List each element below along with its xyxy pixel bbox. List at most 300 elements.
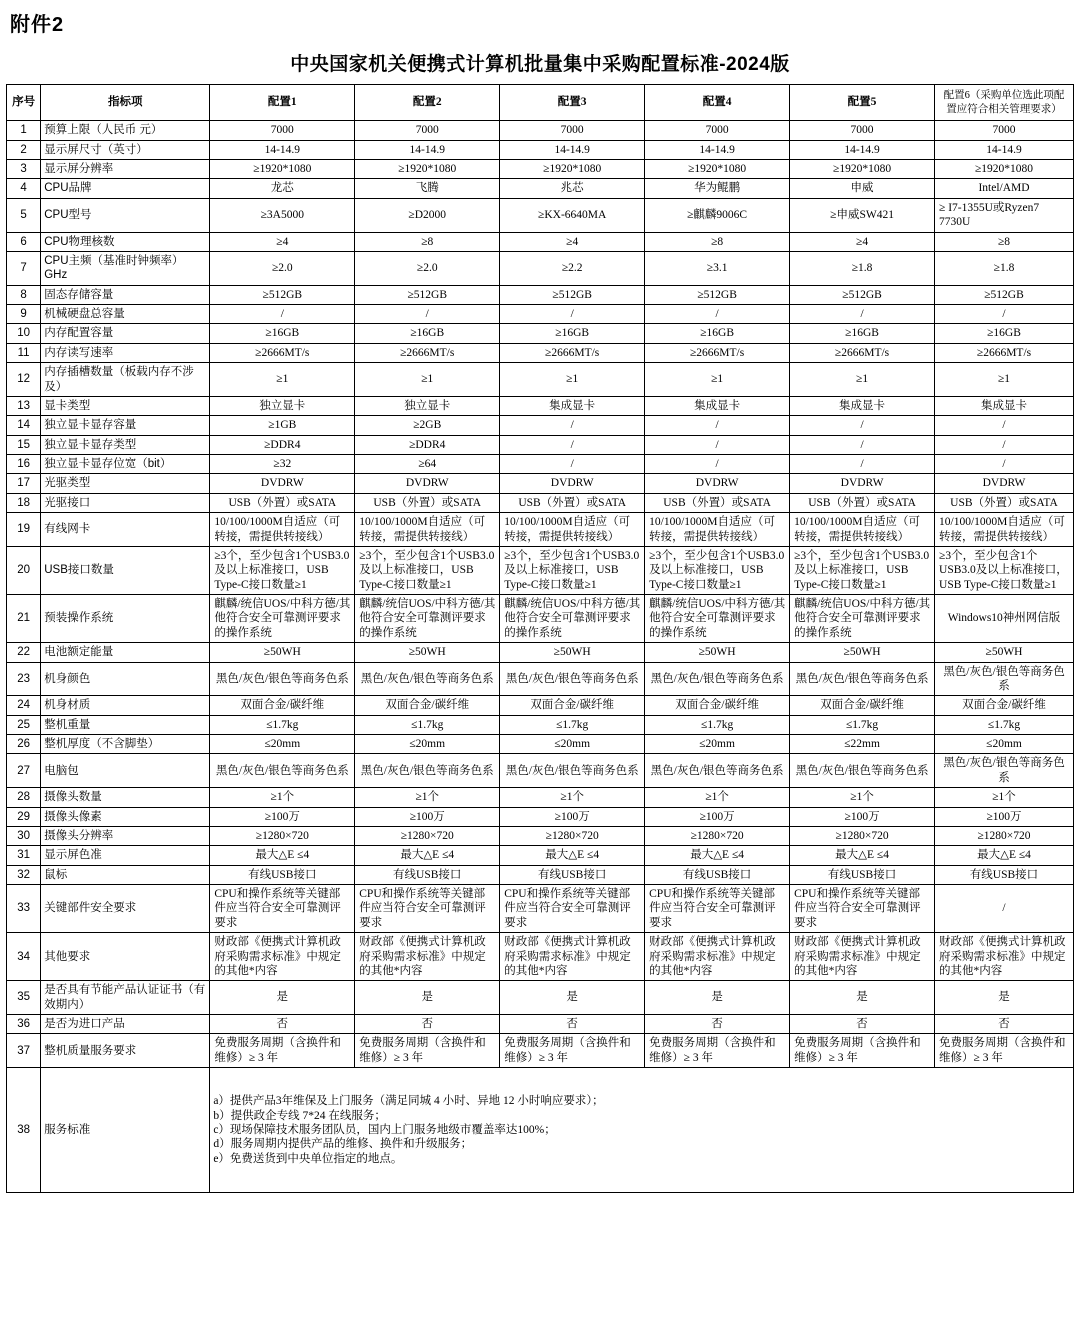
cell-config6: 7000 bbox=[935, 121, 1074, 140]
column-header-config3: 配置3 bbox=[500, 85, 645, 121]
cell-config4: ≥100万 bbox=[645, 807, 790, 826]
service-standard-line: d）服务周期内提供产品的维修、换件和升级服务； bbox=[213, 1138, 473, 1151]
cell-config3: ≥100万 bbox=[500, 807, 645, 826]
cell-config2: 有线USB接口 bbox=[355, 865, 500, 884]
cell-config4: ≥1 bbox=[645, 363, 790, 397]
row-index: 30 bbox=[7, 826, 41, 845]
cell-config5: 黑色/灰色/银色等商务色系 bbox=[790, 662, 935, 696]
row-item-label: 鼠标 bbox=[41, 865, 210, 884]
cell-config2: ≥2666MT/s bbox=[355, 343, 500, 362]
cell-config3: ≥3个，至少包含1个USB3.0及以上标准接口，USB Type-C接口数量≥1 bbox=[500, 546, 645, 594]
cell-config5: 双面合金/碳纤维 bbox=[790, 696, 935, 715]
cell-config3: ≥4 bbox=[500, 232, 645, 251]
row-item-label: 整机厚度（不含脚垫） bbox=[41, 735, 210, 754]
cell-config3: ≤20mm bbox=[500, 735, 645, 754]
cell-config6: ≥8 bbox=[935, 232, 1074, 251]
cell-config6: 有线USB接口 bbox=[935, 865, 1074, 884]
row-index: 33 bbox=[7, 885, 41, 933]
row-item-label: 独立显卡显存类型 bbox=[41, 435, 210, 454]
row-index: 38 bbox=[7, 1068, 41, 1193]
cell-config4: ≥512GB bbox=[645, 285, 790, 304]
cell-config1: 否 bbox=[210, 1015, 355, 1034]
table-row bbox=[7, 416, 1074, 435]
cell-config6: ≥3个，至少包含1个USB3.0及以上标准接口，USB Type-C接口数量≥1 bbox=[935, 546, 1074, 594]
table-row bbox=[7, 121, 1074, 140]
cell-config6: ≥16GB bbox=[935, 324, 1074, 343]
cell-config3: ≥1920*1080 bbox=[500, 160, 645, 179]
cell-config4: ≥1个 bbox=[645, 788, 790, 807]
row-item-label: 整机重量 bbox=[41, 715, 210, 734]
table-row bbox=[7, 595, 1074, 643]
table-row bbox=[7, 662, 1074, 696]
cell-config1: 7000 bbox=[210, 121, 355, 140]
cell-config1: ≥1 bbox=[210, 363, 355, 397]
cell-config6: ≥1920*1080 bbox=[935, 160, 1074, 179]
row-item-label: 摄像头分辨率 bbox=[41, 826, 210, 845]
table-row bbox=[7, 1034, 1074, 1068]
row-index: 6 bbox=[7, 232, 41, 251]
row-item-label: 显示屏分辨率 bbox=[41, 160, 210, 179]
row-index: 4 bbox=[7, 179, 41, 198]
table-row bbox=[7, 788, 1074, 807]
cell-config4: USB（外置）或SATA bbox=[645, 493, 790, 512]
cell-config5: / bbox=[790, 305, 935, 324]
column-header-item: 指标项 bbox=[41, 85, 210, 121]
table-row bbox=[7, 846, 1074, 865]
row-index: 12 bbox=[7, 363, 41, 397]
cell-config2: ≥D2000 bbox=[355, 198, 500, 232]
cell-config2: ≥50WH bbox=[355, 643, 500, 662]
row-index: 9 bbox=[7, 305, 41, 324]
table-row bbox=[7, 232, 1074, 251]
table-body bbox=[7, 121, 1074, 1193]
cell-config1: 龙芯 bbox=[210, 179, 355, 198]
cell-config1: 有线USB接口 bbox=[210, 865, 355, 884]
row-item-label: 预算上限（人民币 元） bbox=[41, 121, 210, 140]
row-index: 28 bbox=[7, 788, 41, 807]
cell-config4: 14-14.9 bbox=[645, 140, 790, 159]
cell-config5: ≤22mm bbox=[790, 735, 935, 754]
cell-config2: ≥1920*1080 bbox=[355, 160, 500, 179]
row-item-label: 机械硬盘总容量 bbox=[41, 305, 210, 324]
cell-config1: 14-14.9 bbox=[210, 140, 355, 159]
cell-config5: ≥3个，至少包含1个USB3.0及以上标准接口，USB Type-C接口数量≥1 bbox=[790, 546, 935, 594]
cell-config1: ≥50WH bbox=[210, 643, 355, 662]
cell-config3: 黑色/灰色/银色等商务色系 bbox=[500, 662, 645, 696]
row-item-label: 内存配置容量 bbox=[41, 324, 210, 343]
cell-config2: ≤1.7kg bbox=[355, 715, 500, 734]
row-index: 3 bbox=[7, 160, 41, 179]
row-item-label: 是否具有节能产品认证证书（有效期内） bbox=[41, 981, 210, 1015]
cell-config2: ≥2GB bbox=[355, 416, 500, 435]
table-row-service-standard bbox=[7, 1068, 1074, 1193]
cell-config5: DVDRW bbox=[790, 474, 935, 493]
row-item-label: 电脑包 bbox=[41, 754, 210, 788]
cell-config6: 10/100/1000M自适应（可转接，需提供转接线） bbox=[935, 513, 1074, 547]
cell-config2: ≥2.0 bbox=[355, 251, 500, 285]
row-index: 18 bbox=[7, 493, 41, 512]
cell-config5: 10/100/1000M自适应（可转接，需提供转接线） bbox=[790, 513, 935, 547]
cell-config1: ≥1280×720 bbox=[210, 826, 355, 845]
cell-config2: ≥DDR4 bbox=[355, 435, 500, 454]
cell-config6: 双面合金/碳纤维 bbox=[935, 696, 1074, 715]
cell-config6: ≤1.7kg bbox=[935, 715, 1074, 734]
row-index: 1 bbox=[7, 121, 41, 140]
cell-config3: ≤1.7kg bbox=[500, 715, 645, 734]
cell-config3: / bbox=[500, 305, 645, 324]
row-index: 29 bbox=[7, 807, 41, 826]
cell-config6: 财政部《便携式计算机政府采购需求标准》中规定的其他*内容 bbox=[935, 933, 1074, 981]
cell-config3: ≥2.2 bbox=[500, 251, 645, 285]
cell-config6: / bbox=[935, 435, 1074, 454]
service-standard-line: a）提供产品3年维保及上门服务（满足同城 4 小时、异地 12 小时响应要求）； bbox=[213, 1095, 604, 1108]
cell-config5: ≥1920*1080 bbox=[790, 160, 935, 179]
cell-config1: / bbox=[210, 305, 355, 324]
cell-config5: 黑色/灰色/银色等商务色系 bbox=[790, 754, 935, 788]
service-standard-line: e）免费送货到中央单位指定的地点。 bbox=[213, 1152, 403, 1165]
cell-config4: 双面合金/碳纤维 bbox=[645, 696, 790, 715]
row-index: 32 bbox=[7, 865, 41, 884]
table-row bbox=[7, 363, 1074, 397]
table-row bbox=[7, 885, 1074, 933]
cell-config1: 黑色/灰色/银色等商务色系 bbox=[210, 754, 355, 788]
cell-config4: ≥1920*1080 bbox=[645, 160, 790, 179]
cell-config1: ≥100万 bbox=[210, 807, 355, 826]
cell-config4: 财政部《便携式计算机政府采购需求标准》中规定的其他*内容 bbox=[645, 933, 790, 981]
cell-config6: 否 bbox=[935, 1015, 1074, 1034]
cell-config4: ≤20mm bbox=[645, 735, 790, 754]
cell-config5: CPU和操作系统等关键部件应当符合安全可靠测评要求 bbox=[790, 885, 935, 933]
cell-config1: ≥4 bbox=[210, 232, 355, 251]
cell-config3: / bbox=[500, 416, 645, 435]
table-row bbox=[7, 1015, 1074, 1034]
cell-config6: ≥ I7-1355U或Ryzen7 7730U bbox=[935, 198, 1074, 232]
table-row bbox=[7, 198, 1074, 232]
cell-config5: 否 bbox=[790, 1015, 935, 1034]
row-index: 7 bbox=[7, 251, 41, 285]
cell-config5: / bbox=[790, 416, 935, 435]
row-item-label: 是否为进口产品 bbox=[41, 1015, 210, 1034]
cell-config1: 10/100/1000M自适应（可转接，需提供转接线） bbox=[210, 513, 355, 547]
cell-config1: ≥3个，至少包含1个USB3.0及以上标准接口，USB Type-C接口数量≥1 bbox=[210, 546, 355, 594]
cell-config6: ≥1个 bbox=[935, 788, 1074, 807]
cell-config5: / bbox=[790, 455, 935, 474]
cell-config4: / bbox=[645, 305, 790, 324]
cell-config2: ≥512GB bbox=[355, 285, 500, 304]
cell-config1: ≥512GB bbox=[210, 285, 355, 304]
row-index: 34 bbox=[7, 933, 41, 981]
cell-config3: 免费服务周期（含换件和维修）≥ 3 年 bbox=[500, 1034, 645, 1068]
cell-config4: 有线USB接口 bbox=[645, 865, 790, 884]
cell-config1: ≥1GB bbox=[210, 416, 355, 435]
row-item-label: 关键部件安全要求 bbox=[41, 885, 210, 933]
row-index: 20 bbox=[7, 546, 41, 594]
cell-config6: / bbox=[935, 416, 1074, 435]
row-item-label: CPU主频（基准时钟频率）GHz bbox=[41, 251, 210, 285]
table-row bbox=[7, 474, 1074, 493]
cell-config6: 是 bbox=[935, 981, 1074, 1015]
cell-config1: 免费服务周期（含换件和维修）≥ 3 年 bbox=[210, 1034, 355, 1068]
cell-config3: ≥16GB bbox=[500, 324, 645, 343]
cell-config1: 是 bbox=[210, 981, 355, 1015]
column-header-config2: 配置2 bbox=[355, 85, 500, 121]
cell-config6: 黑色/灰色/银色等商务色系 bbox=[935, 662, 1074, 696]
row-index: 24 bbox=[7, 696, 41, 715]
cell-config1: USB（外置）或SATA bbox=[210, 493, 355, 512]
cell-config6: / bbox=[935, 455, 1074, 474]
row-item-label: 光驱类型 bbox=[41, 474, 210, 493]
service-standard-line: c）现场保障技术服务团队员，国内上门服务地级市覆盖率达100%； bbox=[213, 1123, 556, 1136]
cell-config5: / bbox=[790, 435, 935, 454]
cell-config1: ≥1个 bbox=[210, 788, 355, 807]
column-header-config1: 配置1 bbox=[210, 85, 355, 121]
cell-config6: 黑色/灰色/银色等商务色系 bbox=[935, 754, 1074, 788]
cell-config4: ≥16GB bbox=[645, 324, 790, 343]
row-item-label: 摄像头数量 bbox=[41, 788, 210, 807]
cell-config1: DVDRW bbox=[210, 474, 355, 493]
cell-config5: ≥4 bbox=[790, 232, 935, 251]
cell-config5: ≥100万 bbox=[790, 807, 935, 826]
cell-config6: / bbox=[935, 885, 1074, 933]
cell-config6: Intel/AMD bbox=[935, 179, 1074, 198]
cell-config3: 双面合金/碳纤维 bbox=[500, 696, 645, 715]
cell-config1: 黑色/灰色/银色等商务色系 bbox=[210, 662, 355, 696]
cell-config2: CPU和操作系统等关键部件应当符合安全可靠测评要求 bbox=[355, 885, 500, 933]
cell-config5: 免费服务周期（含换件和维修）≥ 3 年 bbox=[790, 1034, 935, 1068]
table-row bbox=[7, 513, 1074, 547]
cell-config6: USB（外置）或SATA bbox=[935, 493, 1074, 512]
cell-config3: 否 bbox=[500, 1015, 645, 1034]
cell-config3: 最大△E ≤4 bbox=[500, 846, 645, 865]
row-item-label: 独立显卡显存容量 bbox=[41, 416, 210, 435]
cell-config6: 14-14.9 bbox=[935, 140, 1074, 159]
cell-config5: 是 bbox=[790, 981, 935, 1015]
row-index: 2 bbox=[7, 140, 41, 159]
page-title: 中央国家机关便携式计算机批量集中采购配置标准-2024版 bbox=[290, 54, 790, 75]
cell-config6: ≥50WH bbox=[935, 643, 1074, 662]
row-item-label: CPU型号 bbox=[41, 198, 210, 232]
cell-config5: 麒麟/统信UOS/中科方德/其他符合安全可靠测评要求的操作系统 bbox=[790, 595, 935, 643]
row-index: 23 bbox=[7, 662, 41, 696]
cell-config6: Windows10神州网信版 bbox=[935, 595, 1074, 643]
table-row bbox=[7, 807, 1074, 826]
cell-config2: ≥3个，至少包含1个USB3.0及以上标准接口，USB Type-C接口数量≥1 bbox=[355, 546, 500, 594]
cell-config2: 是 bbox=[355, 981, 500, 1015]
table-row bbox=[7, 933, 1074, 981]
table-row bbox=[7, 981, 1074, 1015]
row-item-label: 内存插槽数量（板载内存不涉及） bbox=[41, 363, 210, 397]
cell-config5: 有线USB接口 bbox=[790, 865, 935, 884]
cell-config2: 黑色/灰色/银色等商务色系 bbox=[355, 662, 500, 696]
cell-config2: / bbox=[355, 305, 500, 324]
cell-config6: ≥100万 bbox=[935, 807, 1074, 826]
row-item-label: CPU品牌 bbox=[41, 179, 210, 198]
column-header-config4: 配置4 bbox=[645, 85, 790, 121]
cell-config5: USB（外置）或SATA bbox=[790, 493, 935, 512]
table-row bbox=[7, 826, 1074, 845]
cell-config2: ≤20mm bbox=[355, 735, 500, 754]
row-index: 25 bbox=[7, 715, 41, 734]
cell-config6: DVDRW bbox=[935, 474, 1074, 493]
cell-config6: / bbox=[935, 305, 1074, 324]
cell-config1: 财政部《便携式计算机政府采购需求标准》中规定的其他*内容 bbox=[210, 933, 355, 981]
column-header-config6: 配置6（采购单位选此项配置应符合相关管理要求） bbox=[935, 85, 1074, 121]
row-index: 13 bbox=[7, 396, 41, 415]
row-item-label: 摄像头像素 bbox=[41, 807, 210, 826]
cell-config3: 有线USB接口 bbox=[500, 865, 645, 884]
cell-config2: ≥1个 bbox=[355, 788, 500, 807]
cell-config2: ≥1280×720 bbox=[355, 826, 500, 845]
cell-config1: ≥3A5000 bbox=[210, 198, 355, 232]
cell-config2: 14-14.9 bbox=[355, 140, 500, 159]
row-index: 21 bbox=[7, 595, 41, 643]
cell-config1: ≥2.0 bbox=[210, 251, 355, 285]
cell-config2: ≥1 bbox=[355, 363, 500, 397]
cell-config2: 财政部《便携式计算机政府采购需求标准》中规定的其他*内容 bbox=[355, 933, 500, 981]
cell-config4: ≥50WH bbox=[645, 643, 790, 662]
row-index: 17 bbox=[7, 474, 41, 493]
cell-config4: 免费服务周期（含换件和维修）≥ 3 年 bbox=[645, 1034, 790, 1068]
row-item-label: 独立显卡显存位宽（bit） bbox=[41, 455, 210, 474]
table-row bbox=[7, 493, 1074, 512]
row-index: 15 bbox=[7, 435, 41, 454]
table-row bbox=[7, 285, 1074, 304]
cell-config5: ≥申威SW421 bbox=[790, 198, 935, 232]
cell-config5: 最大△E ≤4 bbox=[790, 846, 935, 865]
cell-config4: / bbox=[645, 455, 790, 474]
cell-config5: ≥1个 bbox=[790, 788, 935, 807]
cell-config2: 独立显卡 bbox=[355, 396, 500, 415]
attachment-label: 附件2 bbox=[10, 14, 65, 36]
cell-config2: 否 bbox=[355, 1015, 500, 1034]
row-index: 10 bbox=[7, 324, 41, 343]
row-item-label: 机身颜色 bbox=[41, 662, 210, 696]
cell-config4: ≥2666MT/s bbox=[645, 343, 790, 362]
cell-config5: 14-14.9 bbox=[790, 140, 935, 159]
cell-config4: 否 bbox=[645, 1015, 790, 1034]
cell-config4: / bbox=[645, 435, 790, 454]
cell-config1: ≤1.7kg bbox=[210, 715, 355, 734]
cell-config3: 10/100/1000M自适应（可转接，需提供转接线） bbox=[500, 513, 645, 547]
cell-config5: ≥1280×720 bbox=[790, 826, 935, 845]
cell-config3: USB（外置）或SATA bbox=[500, 493, 645, 512]
cell-config4: / bbox=[645, 416, 790, 435]
row-index: 19 bbox=[7, 513, 41, 547]
row-item-label: 服务标准 bbox=[41, 1068, 210, 1193]
cell-config5: 7000 bbox=[790, 121, 935, 140]
row-item-label: USB接口数量 bbox=[41, 546, 210, 594]
cell-config4: CPU和操作系统等关键部件应当符合安全可靠测评要求 bbox=[645, 885, 790, 933]
cell-config6: 免费服务周期（含换件和维修）≥ 3 年 bbox=[935, 1034, 1074, 1068]
row-index: 8 bbox=[7, 285, 41, 304]
cell-config4: ≥3个，至少包含1个USB3.0及以上标准接口，USB Type-C接口数量≥1 bbox=[645, 546, 790, 594]
cell-config3: 7000 bbox=[500, 121, 645, 140]
cell-config5: ≥512GB bbox=[790, 285, 935, 304]
cell-config2: 10/100/1000M自适应（可转接，需提供转接线） bbox=[355, 513, 500, 547]
row-index: 35 bbox=[7, 981, 41, 1015]
row-index: 31 bbox=[7, 846, 41, 865]
cell-config6: ≥1.8 bbox=[935, 251, 1074, 285]
cell-config3: 黑色/灰色/银色等商务色系 bbox=[500, 754, 645, 788]
cell-config1: 双面合金/碳纤维 bbox=[210, 696, 355, 715]
cell-config2: ≥16GB bbox=[355, 324, 500, 343]
cell-config1: 麒麟/统信UOS/中科方德/其他符合安全可靠测评要求的操作系统 bbox=[210, 595, 355, 643]
row-item-label: 内存读写速率 bbox=[41, 343, 210, 362]
cell-config5: ≥1.8 bbox=[790, 251, 935, 285]
cell-config6: ≥2666MT/s bbox=[935, 343, 1074, 362]
table-row bbox=[7, 435, 1074, 454]
row-index: 16 bbox=[7, 455, 41, 474]
table-header bbox=[7, 85, 1074, 121]
cell-config5: 集成显卡 bbox=[790, 396, 935, 415]
cell-config4: DVDRW bbox=[645, 474, 790, 493]
cell-config1: 最大△E ≤4 bbox=[210, 846, 355, 865]
cell-config4: 麒麟/统信UOS/中科方德/其他符合安全可靠测评要求的操作系统 bbox=[645, 595, 790, 643]
table-row bbox=[7, 343, 1074, 362]
cell-config4: 最大△E ≤4 bbox=[645, 846, 790, 865]
row-item-label: 有线网卡 bbox=[41, 513, 210, 547]
row-item-label: 显卡类型 bbox=[41, 396, 210, 415]
cell-config3: CPU和操作系统等关键部件应当符合安全可靠测评要求 bbox=[500, 885, 645, 933]
cell-config4: 黑色/灰色/银色等商务色系 bbox=[645, 754, 790, 788]
cell-config2: DVDRW bbox=[355, 474, 500, 493]
cell-config4: ≤1.7kg bbox=[645, 715, 790, 734]
cell-config5: ≥1 bbox=[790, 363, 935, 397]
cell-config3: 集成显卡 bbox=[500, 396, 645, 415]
cell-config3: / bbox=[500, 455, 645, 474]
row-item-label: 预装操作系统 bbox=[41, 595, 210, 643]
table-row bbox=[7, 305, 1074, 324]
row-item-label: 光驱接口 bbox=[41, 493, 210, 512]
cell-config3: 是 bbox=[500, 981, 645, 1015]
row-item-label: 机身材质 bbox=[41, 696, 210, 715]
table-row bbox=[7, 754, 1074, 788]
cell-config6: ≥1 bbox=[935, 363, 1074, 397]
cell-config5: ≥16GB bbox=[790, 324, 935, 343]
table-row bbox=[7, 643, 1074, 662]
cell-config1: ≥16GB bbox=[210, 324, 355, 343]
cell-config6: 集成显卡 bbox=[935, 396, 1074, 415]
cell-config5: ≥50WH bbox=[790, 643, 935, 662]
row-item-label: CPU物理核数 bbox=[41, 232, 210, 251]
cell-config1: ≤20mm bbox=[210, 735, 355, 754]
cell-config1: CPU和操作系统等关键部件应当符合安全可靠测评要求 bbox=[210, 885, 355, 933]
cell-config1: 独立显卡 bbox=[210, 396, 355, 415]
cell-config3: ≥1个 bbox=[500, 788, 645, 807]
configuration-standard-table bbox=[6, 84, 1074, 1193]
cell-config2: 黑色/灰色/银色等商务色系 bbox=[355, 754, 500, 788]
cell-config3: DVDRW bbox=[500, 474, 645, 493]
row-index: 36 bbox=[7, 1015, 41, 1034]
row-index: 14 bbox=[7, 416, 41, 435]
cell-config3: 兆芯 bbox=[500, 179, 645, 198]
cell-config4: 集成显卡 bbox=[645, 396, 790, 415]
cell-config2: 免费服务周期（含换件和维修）≥ 3 年 bbox=[355, 1034, 500, 1068]
row-index: 22 bbox=[7, 643, 41, 662]
cell-config1: ≥1920*1080 bbox=[210, 160, 355, 179]
column-header-config5: 配置5 bbox=[790, 85, 935, 121]
row-item-label: 显示屏尺寸（英寸） bbox=[41, 140, 210, 159]
table-row bbox=[7, 865, 1074, 884]
table-row bbox=[7, 160, 1074, 179]
table-row bbox=[7, 546, 1074, 594]
row-item-label: 固态存储容量 bbox=[41, 285, 210, 304]
table-row bbox=[7, 396, 1074, 415]
cell-config1: ≥32 bbox=[210, 455, 355, 474]
table-row bbox=[7, 324, 1074, 343]
table-row bbox=[7, 179, 1074, 198]
cell-config5: 申威 bbox=[790, 179, 935, 198]
